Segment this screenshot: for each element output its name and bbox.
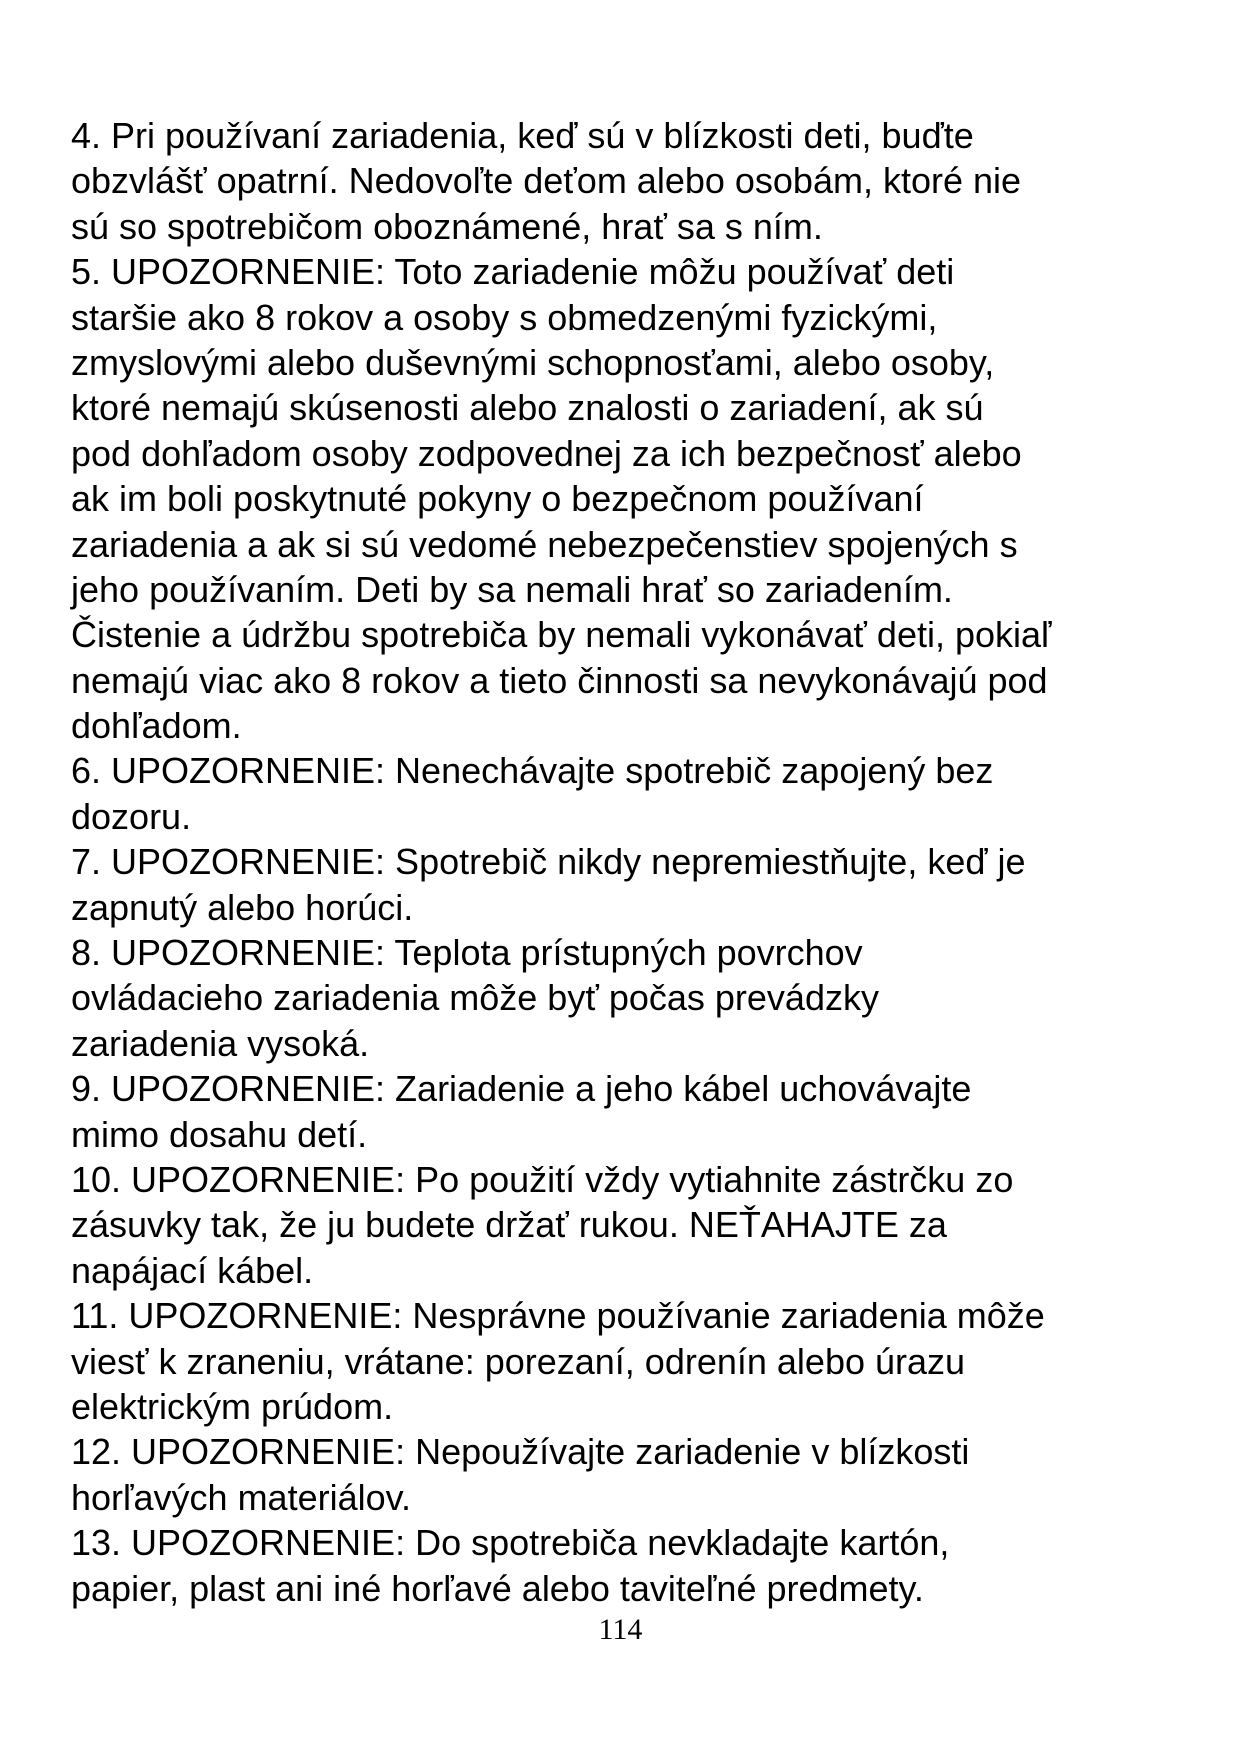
text-line: pod dohľadom osoby zodpovednej za ich bezpečnosť alebo xyxy=(71,432,1022,474)
text-line: 12. UPOZORNENIE: Nepoužívajte zariadenie v blízkosti xyxy=(71,1431,970,1473)
text-line: 13. UPOZORNENIE: Do spotrebiča nevkladajte kartón, xyxy=(71,1522,950,1564)
text-line: 5. UPOZORNENIE: Toto zariadenie môžu používať deti xyxy=(71,251,955,293)
text-line: 8. UPOZORNENIE: Teplota prístupných povrchov xyxy=(71,932,863,974)
text-line: 11. UPOZORNENIE: Nesprávne používanie zariadenia môže xyxy=(71,1295,1045,1337)
text-line: zapnutý alebo horúci. xyxy=(71,886,414,928)
text-line: 9. UPOZORNENIE: Zariadenie a jeho kábel uchovávajte xyxy=(71,1068,972,1110)
text-line: nemajú viac ako 8 rokov a tieto činnosti sa nevykonávajú pod xyxy=(71,659,1048,701)
text-line: dohľadom. xyxy=(71,705,242,747)
text-line: jeho používaním. Deti by sa nemali hrať so zariadením. xyxy=(71,568,953,610)
text-line: dozoru. xyxy=(71,795,192,837)
text-line: 7. UPOZORNENIE: Spotrebič nikdy nepremiestňujte, keď je xyxy=(71,841,1026,883)
text-line: obzvlášť opatrní. Nedovoľte deťom alebo osobám, ktoré nie xyxy=(71,160,1022,202)
text-line: mimo dosahu detí. xyxy=(71,1113,368,1155)
text-line: ktoré nemajú skúsenosti alebo znalosti o zariadení, ak sú xyxy=(71,387,984,429)
text-line: 6. UPOZORNENIE: Nenechávajte spotrebič zapojený bez xyxy=(71,750,994,792)
text-line: zariadenia a ak si sú vedomé nebezpečenstiev spojených s xyxy=(71,523,1018,565)
text-line: 4. Pri používaní zariadenia, keď sú v blízkosti deti, buďte xyxy=(71,115,974,156)
text-line: horľavých materiálov. xyxy=(71,1476,411,1518)
text-line: ak im boli poskytnuté pokyny o bezpečnom používaní xyxy=(71,478,924,520)
text-line: papier, plast ani iné horľavé alebo taviteľné predmety. xyxy=(71,1567,924,1609)
text-line: ovládacieho zariadenia môže byť počas prevádzky xyxy=(71,977,879,1019)
text-line: zásuvky tak, že ju budete držať rukou. NEŤAHAJTE za xyxy=(71,1204,947,1246)
text-line: viesť k zraneniu, vrátane: porezaní, odrenín alebo úrazu xyxy=(71,1340,966,1382)
page-number: 114 xyxy=(598,1613,643,1646)
text-line: sú so spotrebičom oboznámené, hrať sa s ním. xyxy=(71,205,823,247)
text-line: zariadenia vysoká. xyxy=(71,1022,370,1064)
text-line: staršie ako 8 rokov a osoby s obmedzenými fyzickými, xyxy=(71,296,938,338)
safety-instructions-text xyxy=(71,113,1131,1611)
text-line: napájací kábel. xyxy=(71,1249,314,1291)
text-line: Čistenie a údržbu spotrebiča by nemali vykonávať deti, pokiaľ xyxy=(71,614,1052,656)
text-line: elektrickým prúdom. xyxy=(71,1385,394,1427)
text-line: zmyslovými alebo duševnými schopnosťami, alebo osoby, xyxy=(71,341,995,383)
text-line: 10. UPOZORNENIE: Po použití vždy vytiahnite zástrčku zo xyxy=(71,1158,1014,1200)
